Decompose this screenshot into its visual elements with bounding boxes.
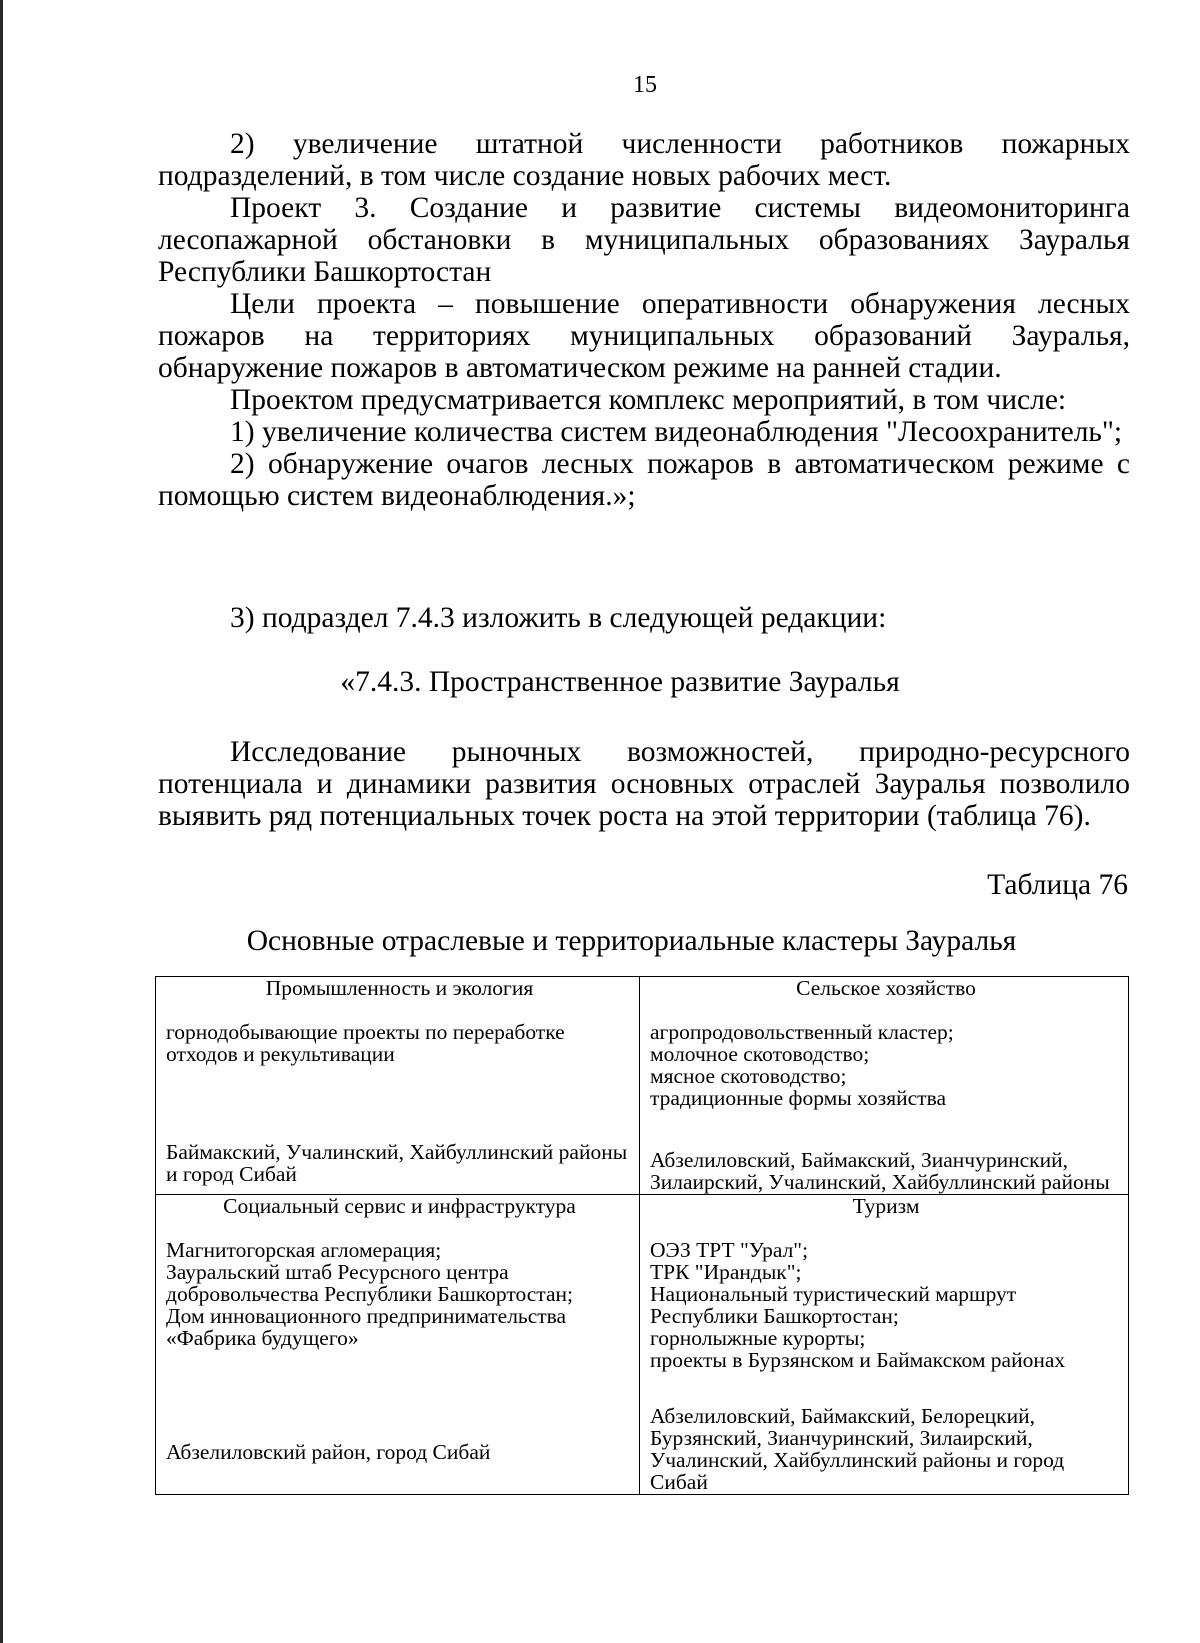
project-line: проекты в Бурзянском и Баймакском районах	[650, 1348, 1066, 1372]
project-line: Дом инновационного предпринимательства «Фабрика будущего»	[166, 1304, 567, 1350]
cell-regions: Абзелиловский, Баймакский, Белорецкий, Бурзянский, Зианчуринский, Зилаирский, Учалинский, Хайбуллинский районы и город Сибай	[650, 1404, 1065, 1494]
paragraph: Исследование рыночных возможностей, природно-ресурсного потенциала и динамики развития основных отраслей Зауралья позволило выявить ряд потенциальных точек роста на этой территории (таблица 76).	[158, 736, 1130, 832]
clusters-table	[155, 976, 1129, 1495]
cell-regions: Абзелиловский район, город Сибай	[166, 1440, 491, 1464]
page-number: 15	[633, 72, 657, 98]
paragraph: Цели проекта – повышение оперативности обнаружения лесных пожаров на территориях муниципальных образований Зауралья, обнаружение пожаров в автоматическом режиме на ранней стадии.	[158, 288, 1130, 384]
table-label: Таблица 76	[987, 869, 1128, 901]
cell-regions: Абзелиловский, Баймакский, Зианчуринский, Зилаирский, Учалинский, Хайбуллинский районы	[650, 1148, 1110, 1194]
cell-header: Промышленность и экология	[265, 976, 534, 1000]
cell-projects	[166, 1239, 633, 1349]
paragraph: 2) обнаружение очагов лесных пожаров в автоматическом режиме с помощью систем видеонаблюдения.»;	[158, 448, 1130, 512]
body-text-research	[158, 736, 1130, 832]
project-line: Магнитогорская агломерация;	[166, 1238, 442, 1262]
cell-regions: Баймакский, Учалинский, Хайбуллинский районы и город Сибай	[166, 1140, 628, 1186]
project-line: горнолыжные курорты;	[650, 1326, 866, 1350]
project-line: Национальный туристический маршрут Республики Башкортостан;	[650, 1282, 1017, 1328]
project-line: ОЭЗ ТРТ "Урал";	[650, 1238, 809, 1262]
paragraph: Проект 3. Создание и развитие системы видеомониторинга лесопажарной обстановки в муниципальных образованиях Зауралья Республики Башкортостан	[158, 192, 1130, 288]
project-line: молочное скотоводство;	[650, 1042, 870, 1066]
scan-edge	[0, 0, 3, 1643]
cell-projects	[650, 1021, 1122, 1109]
paragraph: 2) увеличение штатной численности работников пожарных подразделений, в том числе создание новых рабочих мест.	[158, 128, 1130, 192]
table-cell	[156, 977, 640, 1195]
cell-header: Сельское хозяйство	[796, 976, 976, 1000]
cell-header: Социальный сервис и инфраструктура	[223, 1194, 576, 1218]
project-line: Зауральский штаб Ресурсного центра добровольчества Республики Башкортостан;	[166, 1260, 573, 1306]
sub-item: 3) подраздел 7.4.3 изложить в следующей редакции:	[230, 602, 887, 634]
cell-projects	[650, 1239, 1122, 1371]
section-title: «7.4.3. Пространственное развитие Зауралья	[340, 666, 900, 698]
project-line: традиционные формы хозяйства	[650, 1086, 946, 1110]
table-row	[156, 977, 1129, 1195]
paragraph: 1) увеличение количества систем видеонаблюдения "Лесоохранитель";	[230, 416, 1123, 448]
table-row	[156, 1195, 1129, 1495]
paragraph: Проектом предусматривается комплекс мероприятий, в том числе:	[230, 384, 1067, 416]
cell-header: Туризм	[852, 1194, 920, 1218]
table-title: Основные отраслевые и территориальные кластеры Зауралья	[246, 925, 1017, 957]
project-line: мясное скотоводство;	[650, 1064, 847, 1088]
project-line: горнодобывающие проекты по переработке отходов и рекультивации	[166, 1020, 565, 1066]
project-line: агропродовольственный кластер;	[650, 1020, 954, 1044]
cell-projects	[166, 1021, 633, 1065]
table-cell	[640, 1195, 1129, 1495]
project-line: ТРК "Ирандык";	[650, 1260, 802, 1284]
table-cell	[156, 1195, 640, 1495]
table-cell	[640, 977, 1129, 1195]
body-text-top	[158, 128, 1130, 512]
